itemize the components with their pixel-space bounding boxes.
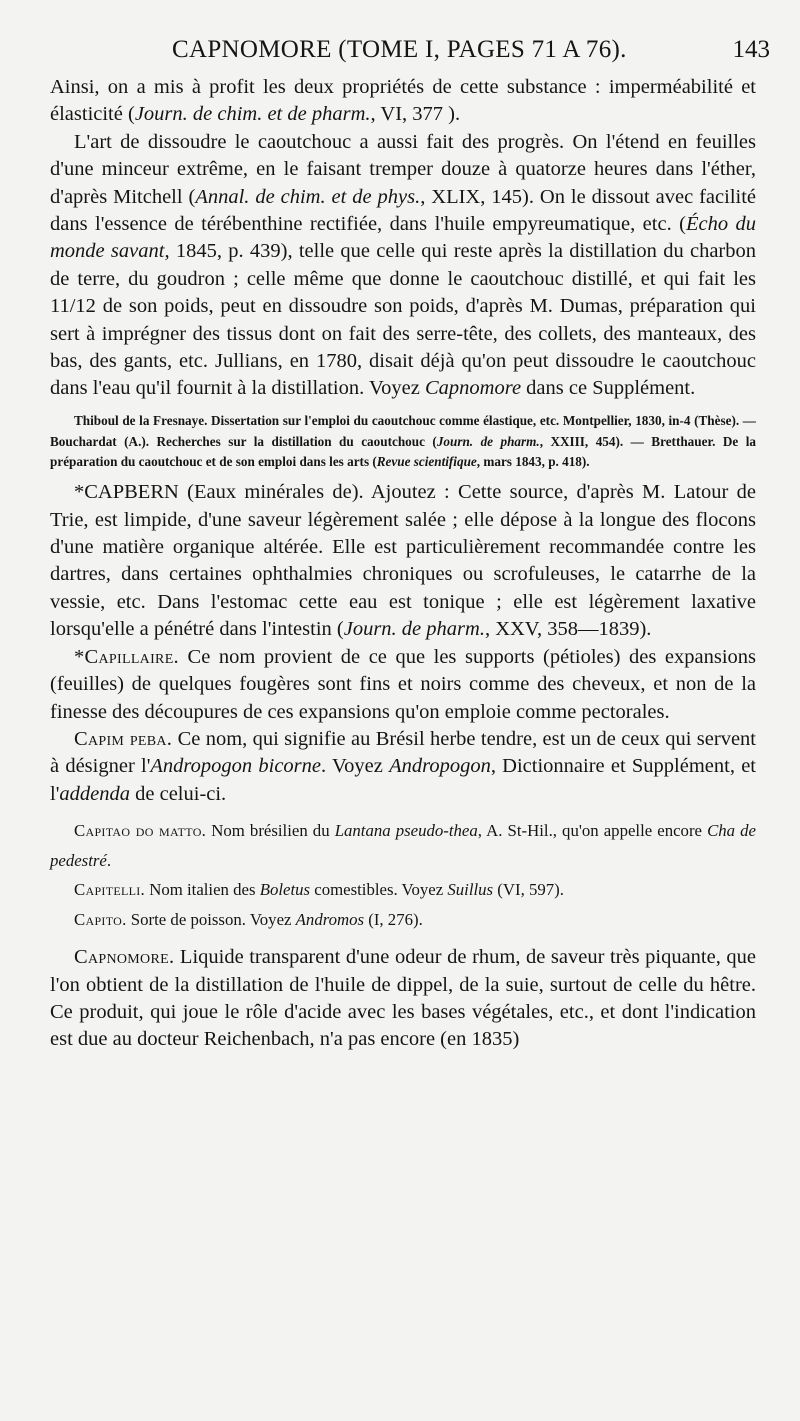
entry-capnomore: Capnomore. Liquide transparent d'une odeur de rhum, de saveur très piquante, que l'on obtient de la distillation de l'huile de dippel, de la suie, surtout de celle du hêtre. Ce produit, qui joue le rôle d'acide avec les bases végétales, etc., et dont l'indication est due au docteur Reichenbach, n'a pas encore (en 1835): [50, 946, 756, 1051]
paragraph-dissolution: L'art de dissoudre le caoutchouc a aussi fait des progrès. On l'étend en feuilles d'une minceur extrême, en le faisant tremper douze à quatorze heures dans l'éther, d'après Mitchell (Annal. de chim. et de phys., XLIX, 145). On le dissout avec facilité dans l'essence de térébenthine rectifiée, dans l'huile empyreumatique, etc. (Écho du monde savant, 1845, p. 439), telle que celle qui reste après la distillation du charbon de terre, du goudron ; celle même que donne le caoutchouc distillé, et qui fait les 11/12 de son poids, peut en dissoudre son poids, d'après M. Dumas, préparation qui sert à imprégner des tissus dont on fait des serre-tête, des collets, des manteaux, des bas, des gants, etc. Jullians, en 1780, disait déjà qu'on peut dissoudre le caoutchouc dans l'eau qu'il fournit à la distillation. Voyez Capnomore dans ce Supplément.: [50, 130, 757, 400]
entry-capbern: *CAPBERN (Eaux minérales de). Ajoutez : Cette source, d'après M. Latour de Trie, est limpide, d'une saveur légèrement salée ; elle dépose à la longue des flocons d'une matière organique altérée. Elle est particulièrement recommandée contre les dartres, dans certaines ophthalmies chroniques ou scrofuleuses, le catarrhe de la vessie, etc. Dans l'estomac cette eau est tonique ; elle est légèrement laxative lorsqu'elle a pénétré dans l'intestin (Journ. de pharm., XXV, 358—1839).: [50, 481, 756, 641]
page-body: [50, 74, 756, 1054]
cross-reference: Suillus: [447, 880, 494, 900]
journal-reference: Journ. de pharm.: [343, 618, 485, 641]
cross-reference: Andropogon: [389, 755, 491, 778]
entry-headword: *CAPBERN: [74, 481, 179, 504]
paragraph-impermeabilite: Ainsi, on a mis à profit les deux propriétés de cette substance : imperméabilité et élasticité (Journ. de chim. et de pharm., VI, 377 ).: [50, 76, 756, 126]
journal-reference: Annal. de chim. et de phys.: [195, 185, 421, 208]
entry-headword: *Capillaire.: [74, 645, 179, 668]
cross-reference: addenda: [59, 782, 130, 805]
running-title: CAPNOMORE (TOME I, PAGES 71 A 76).: [172, 36, 627, 63]
cross-reference: Andromos: [295, 909, 365, 929]
species-name: Andropogon bicorne: [150, 755, 321, 778]
entry-headword: Capitelli.: [74, 880, 146, 900]
page-number: 143: [732, 36, 770, 63]
entry-headword: Capito.: [74, 909, 127, 929]
journal-reference: Journ. de chim. et de pharm.: [134, 103, 371, 126]
entry-capito: Capito. Sorte de poisson. Voyez Andromos (I, 276).: [74, 909, 423, 929]
journal-reference: Écho du monde savant: [50, 213, 756, 263]
bibliography-note: Thiboul de la Fresnaye. Dissertation sur l'emploi du caoutchouc comme élastique, etc. Montpellier, 1830, in-4 (Thèse). — Bouchardat (A.). Recherches sur la distillation du caoutchouc (Journ. de pharm., XXIII, 454). — Bretthauer. De la préparation du caoutchouc et de son emploi dans les arts (Revue scientifique, mars 1843, p. 418).: [50, 412, 756, 470]
entry-capitelli: Capitelli. Nom italien des Boletus comestibles. Voyez Suillus (VI, 597).: [74, 880, 564, 900]
species-name: Cha de pedestré: [50, 821, 757, 870]
journal-reference: Journ. de pharm.: [436, 433, 540, 449]
cross-reference: Capnomore: [425, 377, 522, 400]
entry-headword: Capitao do matto.: [74, 821, 207, 841]
entry-capillaire: *Capillaire. Ce nom provient de ce que les supports (pétioles) des expansions (feuilles) de quelques fougères sont fins et noirs comme des cheveux, et non de la finesse des découpures de ces expansions qu'on emploie comme pectorales.: [50, 645, 756, 723]
entry-headword: Capim peba.: [74, 727, 173, 750]
page-header: [50, 36, 770, 68]
species-name: Lantana pseudo-thea: [334, 821, 478, 841]
entry-headword: Capnomore.: [74, 946, 175, 969]
entry-capim-peba: Capim peba. Ce nom, qui signifie au Brésil herbe tendre, est un de ceux qui servent à désigner l'Andropogon bicorne. Voyez Andropogon, Dictionnaire et Supplément, et l'addenda de celui-ci.: [50, 727, 756, 805]
journal-reference: Revue scientifique: [376, 454, 477, 470]
entry-capitao-do-matto: Capitao do matto. Nom brésilien du Lantana pseudo-thea, A. St-Hil., qu'on appelle encore Cha de pedestré.: [50, 821, 757, 870]
species-name: Boletus: [259, 880, 311, 900]
